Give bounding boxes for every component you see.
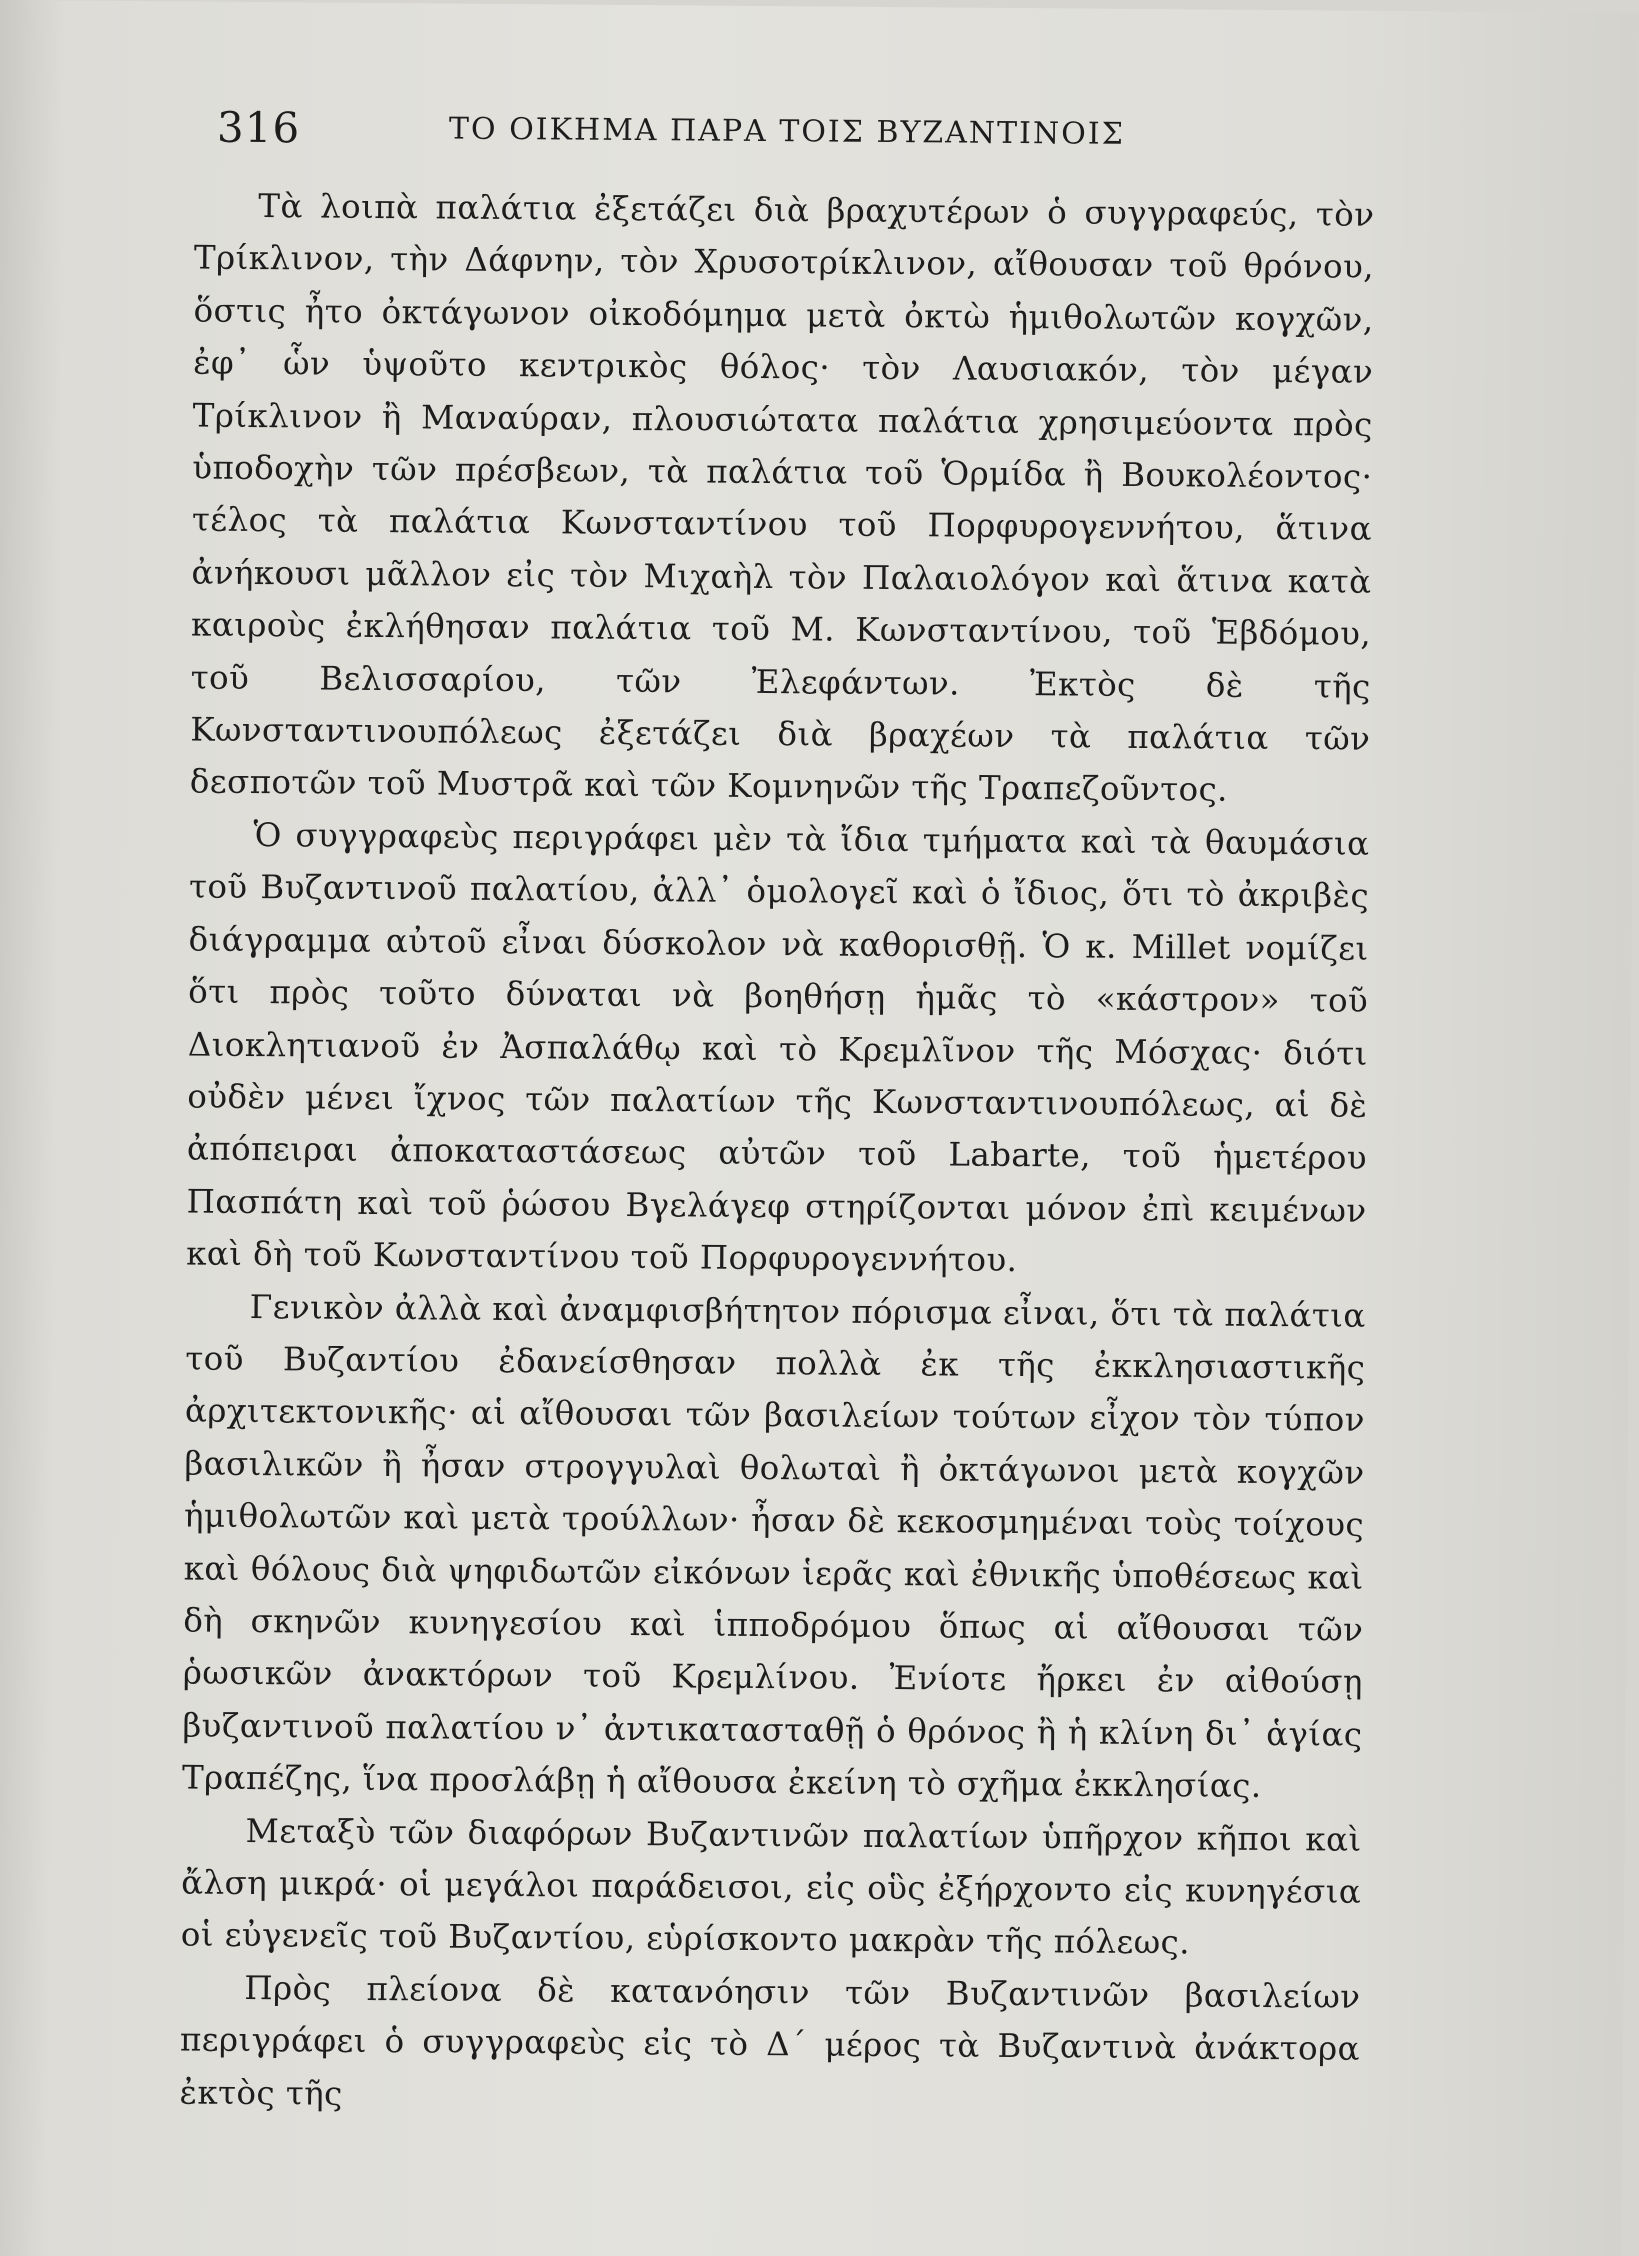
paragraph-part-d: Πρὸς πλείονα δὲ κατανόησιν τῶν Βυζαντινῶν βασιλείων περιγράφει ὁ συγγραφεὺς εἰς τὸ Δ´ μέρος τὰ Βυζαντινὰ ἀνάκτορα ἐκτὸς τῆς <box>179 1968 1361 2113</box>
running-head <box>217 100 1417 165</box>
paragraph-conclusion: Γενικὸν ἀλλὰ καὶ ἀναμφισβήτητον πόρισμα εἶναι, ὅτι τὰ παλάτια τοῦ Βυζαντίου ἐδανείσθησαν πολλὰ ἐκ τῆς ἐκκλησιαστικῆς ἀρχιτεκτονικῆς· αἱ αἴθουσαι τῶν βασιλείων τούτων εἶχον τὸν τύπον βασιλικῶν ἢ ἦσαν στρογγυλαὶ θολωταὶ ἢ ὀκτάγωνοι μετὰ κογχῶν ἡμιθολωτῶν καὶ μετὰ τρούλλων· ἦσαν δὲ κεκοσμημέναι τοὺς τοίχους καὶ θόλους διὰ ψηφιδωτῶν εἰκόνων ἱερᾶς καὶ ἐθνικῆς ὑποθέσεως καὶ δὴ σκηνῶν κυνηγεσίου καὶ ἱπποδρόμου ὅπως αἱ αἴθουσαι τῶν ῥωσικῶν ἀνακτόρων τοῦ Κρεμλίνου. Ἐνίοτε ἤρκει ἐν αἰθούσῃ βυζαντινοῦ παλατίου ν᾽ ἀντικατασταθῇ ὁ θρόνος ἢ ἡ κλίνη δι᾽ ἁγίας Τραπέζης, ἵνα προσλάβῃ ἡ αἴθουσα ἐκείνη τὸ σχῆμα ἐκκλησίας. <box>181 1287 1366 1806</box>
paragraph-gardens: Μεταξὺ τῶν διαφόρων Βυζαντινῶν παλατίων ὑπῆρχον κῆποι καὶ ἄλση μικρά· οἱ μεγάλοι παράδεισοι, εἰς οὓς ἐξήρχοντο εἰς κυνηγέσια οἱ εὐγενεῖς τοῦ Βυζαντίου, εὑρίσκοντο μακρὰν τῆς πόλεως. <box>180 1811 1362 1962</box>
body-text <box>179 180 1374 2128</box>
paragraph-palaces: Τὰ λοιπὰ παλάτια ἐξετάζει διὰ βραχυτέρων ὁ συγγραφεύς, τὸν Τρίκλινον, τὴν Δάφνην, τὸν Χρυσοτρίκλινον, αἴθουσαν τοῦ θρόνου, ὅστις ἦτο ὀκτάγωνον οἰκοδόμημα μετὰ ὀκτὼ ἡμιθολωτῶν κογχῶν, ἐφ᾽ ὧν ὑψοῦτο κεντρικὸς θόλος· τὸν Λαυσιακόν, τὸν μέγαν Τρίκλινον ἢ Μαναύραν, πλουσιώτατα παλάτια χρησιμεύοντα πρὸς ὑποδοχὴν τῶν πρέσβεων, τὰ παλάτια τοῦ Ὁρμίδα ἢ Βουκολέοντος· τέλος τὰ παλάτια Κωνσταντίνου τοῦ Πορφυρογεννήτου, ἅτινα ἀνήκουσι μᾶλλον εἰς τὸν Μιχαὴλ τὸν Παλαιολόγον καὶ ἅτινα κατὰ καιροὺς ἐκλήθησαν παλάτια τοῦ Μ. Κωνσταντίνου, τοῦ Ἑβδόμου, τοῦ Βελισσαρίου, τῶν Ἐλεφάντων. Ἐκτὸς δὲ τῆς Κωνσταντινουπόλεως ἐξετάζει διὰ βραχέων τὰ παλάτια τῶν δεσποτῶν τοῦ Μυστρᾶ καὶ τῶν Κομνηνῶν τῆς Τραπεζοῦντος. <box>189 187 1375 810</box>
paragraph-millet: Ὁ συγγραφεὺς περιγράφει μὲν τὰ ἴδια τμήματα καὶ τὰ θαυμάσια τοῦ Βυζαντινοῦ παλατίου, ἀλλ᾽ ὁμολογεῖ καὶ ὁ ἴδιος, ὅτι τὸ ἀκριβὲς διάγραμμα αὐτοῦ εἶναι δύσκολον νὰ καθορισθῇ. Ὁ κ. Millet νομίζει ὅτι πρὸς τοῦτο δύναται νὰ βοηθήσῃ ἡμᾶς τὸ «κάστρον» τοῦ Διοκλητιανοῦ ἐν Ἀσπαλάθῳ καὶ τὸ Κρεμλῖνον τῆς Μόσχας· διότι οὐδὲν μένει ἴχνος τῶν παλατίων τῆς Κωνσταντινουπόλεως, αἱ δὲ ἀπόπειραι ἀποκαταστάσεως αὐτῶν τοῦ Labarte, τοῦ ἡμετέρου Πασπάτη καὶ τοῦ ῥώσου Βγελάγεφ στηρίζονται μόνον ἐπὶ κειμένων καὶ δὴ τοῦ Κωνσταντίνου τοῦ Πορφυρογεννήτου. <box>186 815 1370 1280</box>
running-title: ΤΟ ΟΙΚΗΜΑ ΠΑΡΑ ΤΟΙΣ ΒΥΖΑΝΤΙΝΟΙΣ <box>448 111 1125 152</box>
page-number: 316 <box>216 102 301 153</box>
